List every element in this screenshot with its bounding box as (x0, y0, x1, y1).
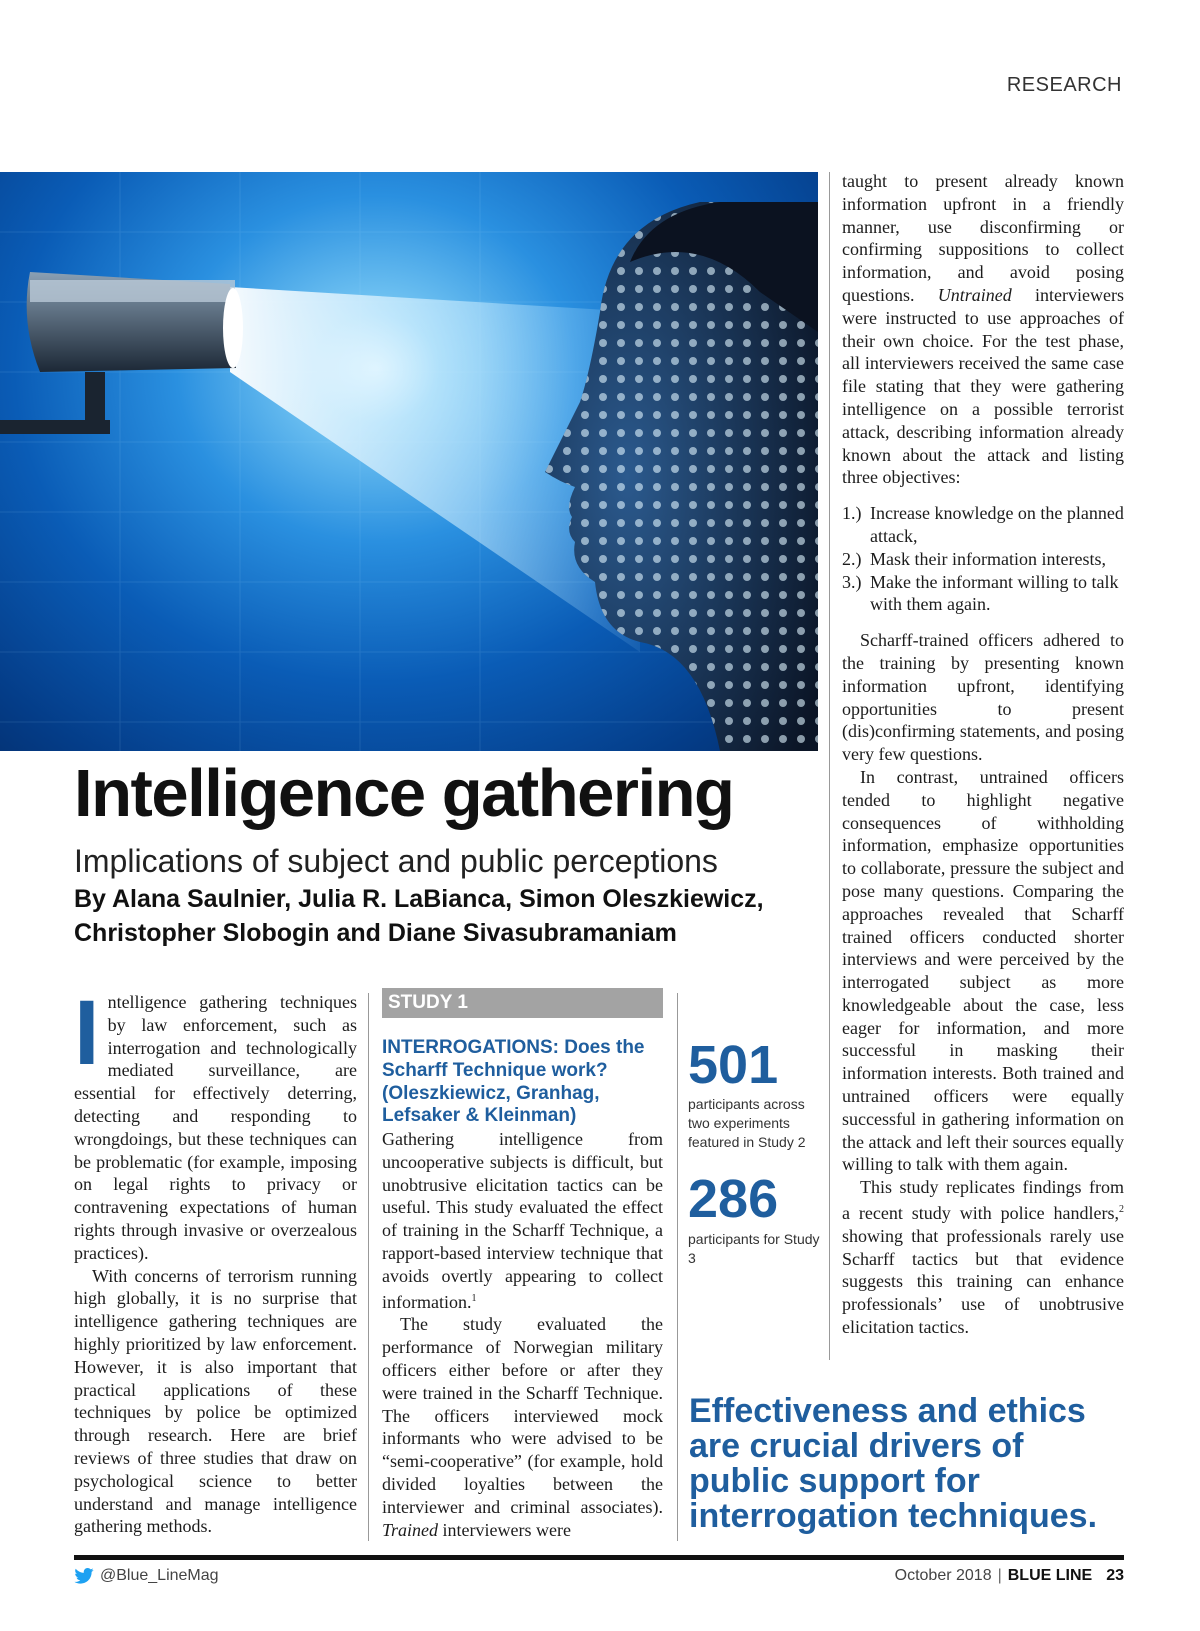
list-number: 1.) (842, 503, 862, 524)
paragraph: In contrast, untrained officers tended to highlight negative consequences of withholding information, emphasize opportunities to collaborate, pressure the subject and pose many questions. Comparing the approaches revealed that Scharff trained officers conducted shorter interviews and were perceived by the interrogated subject as more knowledgeable about the case, less eager for information, and more successful in masking their information interests. Both trained and untrained officers were equally successful in gathering information on the attack and left their sources equally willing to talk with them again. (842, 766, 1124, 1175)
paragraph (382, 1128, 663, 1313)
stat-caption: participants for Study 3 (688, 1231, 820, 1266)
study-heading-rest: Does the Scharff Technique work? (Oleszkiewicz, Granhag, Lefsaker & Kleinman) (382, 1037, 645, 1127)
paragraph-text: interviewers were instructed to use approaches of their own choice. For the test phase, all interviewers received the same case file stating that they were gathering intelligence on a possible terrorist attack, describing information already known about the attack and listing three objectives: (842, 284, 1124, 488)
pull-quote: Effectiveness and ethics are crucial drivers of public support for interrogation techniques. (689, 1392, 1098, 1535)
hero-image (0, 172, 818, 751)
column-divider (677, 993, 678, 1541)
magazine-name: BLUE LINE (1007, 1567, 1093, 1584)
list-number: 2.) (842, 548, 862, 569)
twitter-bird-icon (74, 1568, 94, 1584)
article-title: Intelligence gathering (74, 756, 734, 831)
intro-text: ntelligence gathering techniques by law enforcement, such as interrogation and technologically mediated surveillance, are essential for effectively deterring, detecting and responding to wrongdoings, but these techniques can be problematic (for example, imposing on legal rights to privacy or contravening expectations of human rights through invasive or overzealous practices). (74, 992, 357, 1263)
drop-cap: I (74, 982, 100, 1084)
column-divider (829, 172, 830, 1360)
footer-social[interactable] (74, 1567, 219, 1585)
study-label: STUDY 1 (382, 988, 663, 1018)
column-1 (74, 982, 357, 1538)
emphasis-text: Untrained (937, 284, 1012, 305)
study-heading-strong: INTERROGATIONS: (382, 1037, 559, 1058)
surveillance-camera-illustration (0, 172, 818, 751)
study-heading (382, 1037, 667, 1128)
list-text: Make the informant willing to talk with them again. (870, 571, 1119, 615)
footer-info (895, 1567, 1124, 1585)
footer-rule (74, 1555, 1124, 1560)
footer-separator: | (997, 1567, 1002, 1584)
stat-number: 286 (688, 1169, 779, 1229)
paragraph-text: Gathering intelligence from uncooperative subjects is difficult, but unobtrusive elicitation tactics can be useful. This study evaluated the effect of training in the Scharff Technique, a rapport-based interview technique that avoids overtly appearing to collect information. (382, 1129, 663, 1312)
paragraph-text: showing that professionals rarely use Scharff tactics but that evidence suggests this training can enhance professionals’ use of unobtrusive elicitation tactics. (842, 1225, 1124, 1338)
paragraph: Scharff-trained officers adhered to the training by presenting known information upfront, identifying opportunities to present (dis)confirming statements, and posing very few questions. (842, 630, 1124, 765)
paragraph (842, 170, 1124, 489)
section-label: RESEARCH (1006, 74, 1122, 96)
issue-date: October 2018 (894, 1567, 992, 1584)
column-3 (842, 170, 1124, 1339)
byline (74, 882, 764, 950)
stat-number: 501 (688, 1035, 779, 1095)
twitter-handle[interactable]: @Blue_LineMag (100, 1567, 219, 1584)
list-number: 3.) (842, 571, 862, 592)
paragraph-text: interviewers were (438, 1519, 571, 1540)
list-item (842, 571, 1124, 617)
list-item (842, 548, 1124, 571)
stat-caption: participants across two experiments featured in Study 2 (688, 1096, 806, 1150)
column-2 (382, 1128, 663, 1541)
list-text: Mask their information interests, (870, 548, 1106, 569)
byline-line-1: By Alana Saulnier, Julia R. LaBianca, Simon Oleszkiewicz, (74, 885, 764, 913)
column-divider (368, 993, 369, 1541)
footnote-ref: 1 (471, 1292, 477, 1304)
paragraph (382, 1313, 663, 1541)
paragraph: With concerns of terrorism running high globally, it is no surprise that intelligence gathering techniques are highly prioritized by law enforcement. However, it is also important that practical applications of these techniques by police be optimized through research. Here are brief reviews of three studies that draw on psychological science to better understand and manage intelligence gathering methods. (74, 1265, 357, 1537)
paragraph-text: taught to present already known information upfront in a friendly manner, use disconfirming or confirming suppositions to collect information, and avoid posing questions. (842, 171, 1124, 305)
objectives-list (842, 502, 1124, 616)
paragraph-text: This study replicates findings from a recent study with police handlers, (842, 1177, 1124, 1224)
paragraph (842, 1176, 1124, 1339)
paragraph-text: The study evaluated the performance of Norwegian military officers either before or after they were trained in the Scharff Technique. The officers interviewed mock informants who were advised to be “semi-cooperative” (for example, hold divided loyalties between the interviewer and criminal associates). (382, 1314, 663, 1517)
byline-line-2: Christopher Slobogin and Diane Sivasubramaniam (74, 919, 677, 947)
emphasis-text: Trained (382, 1519, 439, 1540)
footnote-ref: 2 (1119, 1204, 1124, 1216)
page-number: 23 (1106, 1567, 1124, 1584)
intro-paragraph (74, 982, 357, 1265)
list-text: Increase knowledge on the planned attack, (870, 503, 1124, 546)
article-subtitle: Implications of subject and public perceptions (74, 843, 718, 879)
list-item (842, 502, 1124, 548)
